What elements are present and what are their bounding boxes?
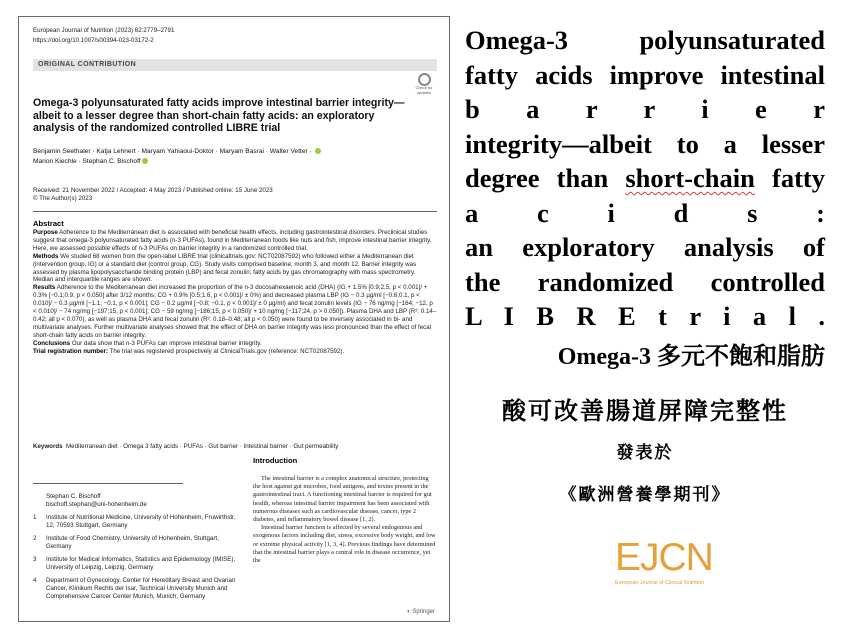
footnote-item: 3 Institute for Medical Informatics, Statistics and Epidemiology (IMISE), University of Leipzig, Leipzig, Germany <box>33 556 236 571</box>
english-title-line: integrity—albeit to a lesser <box>465 128 825 159</box>
journal-citation: European Journal of Nutrition (2023) 62:2779–2791 <box>33 27 175 34</box>
footnote-item: 2 Institute of Food Chemistry, University of Hohenheim, Stuttgart, Germany <box>33 535 219 550</box>
footnote-item: 4 Department of Gynecology, Center for Hereditary Breast and Ovarian Cancer, Klinikum Rechts der Isar, Technical University Munich and Comprehensive Cancer Center Munich, Munich, Germany <box>33 577 236 600</box>
english-title-line: the randomized controlled <box>465 266 825 297</box>
publisher-logo: ◐ Springer <box>407 609 435 615</box>
authors-line-1: Benjamin Seethaler · Katja Lehnert · Maryam Yahiaoui-Doktor · Maryam Basrai · Walter Vetter · <box>33 148 314 155</box>
publication-dates: Received: 21 November 2022 / Accepted: 4 May 2023 / Published online: 15 June 2023 <box>33 187 273 194</box>
english-title-line: fatty acids improve intestinal <box>465 59 825 90</box>
english-title-line: an exploratory analysis of <box>465 232 825 262</box>
english-title-line: Omega-3 polyunsaturated <box>465 25 825 55</box>
ejcn-logo-mark: EJCN <box>615 536 713 579</box>
footnote-item: 1 Institute of Nutritional Medicine, University of Hohenheim, Fruwirthstr. 12, 70593 Stuttgart, Germany <box>33 514 236 529</box>
published-in-label: 發表於 <box>616 443 674 462</box>
english-title-caption <box>465 23 825 334</box>
footnote-item: Stephan C. Bischoff bischoff.stephan@uni-hohenheim.de <box>46 493 147 508</box>
keywords <box>33 443 437 451</box>
check-updates-label: Check for updates <box>415 85 433 95</box>
abstract-methods: Methods We studied 68 women from the open-label LIBRE trial (clinicaltrials.gov: NCT02087592) who followed either a Mediterranean diet (intervention group, IG) or a standard diet (control group, CG). Study visits comprised baseline, month 3, and month 12. Barrier integrity was assessed by plasma lipopolysaccharide binding protein (LBP) and fecal zonulin; fatty acids by gas chromatography with mass spectrometry. Median and interquartile ranges are shown. <box>33 252 417 284</box>
copyright: © The Author(s) 2023 <box>33 195 93 202</box>
article-type-bar <box>33 59 437 71</box>
spellcheck-underline: short-chain <box>625 163 755 193</box>
ejcn-logo <box>615 538 725 586</box>
abstract-conclusions: Conclusions Our data show that n-3 PUFAs can improve intestinal barrier integrity. <box>33 339 262 347</box>
introduction <box>253 456 437 565</box>
abstract-results: Results Adherence to the Mediterranean diet increased the proportion of the n-3 docosahexaenoic acid (DHA) (IG + 1.5% [0.9;2.5, p < 0.001]/ + 0.3% [−0.1;0.9, p < 0.050] after 3/12 months; CG + 0.9% [0.5;1.6, p < 0.001]/ ± 0%) and decreased plasma LBP (IG − 0.3 µg/ml [−0.6;0.1, p < 0.010]/ − 0.3 µg/ml [−1.1; −0.1, p < 0.001]; CG − 0.2 µg/ml [−0.8; −0.1, p < 0.001]/ ± 0 µg/ml) and fecal zonulin levels (IG − 76 ng/mg [−164; −12, p < 0.010]/ − 74 ng/mg [−197;15, p < 0.001]; CG − 59 ng/mg [−186;15, p < 0.050]/ + 10 ng/mg [−117;24, p > 0.050]). Plasma DHA and LBP (R²: 0.14–0.42; all p < 0.070), as well as plasma DHA and fecal zonulin (R²: 0.18–0.48; all p < 0.050) were found to be inversely associated in bi- and multivariate analyses. Further multivariate analyses showed that the effect of DHA on barrier integrity was less pronounced than the effect of fecal short-chain fatty acids on barrier integrity. <box>33 284 437 339</box>
english-title-line: a c i d s : <box>465 197 825 228</box>
keywords-list: Mediterranean diet · Omega 3 fatty acids · PUFAs · Gut barrier · Intestinal barrier · Gut permeability <box>66 443 339 450</box>
chinese-title-line-1: Omega-3 多元不飽和脂肪 <box>557 344 825 370</box>
footnote-divider <box>33 483 183 484</box>
doi-link[interactable]: https://doi.org/10.1007/s00394-023-03172-2 <box>33 37 154 44</box>
authors-line-2: Marion Kiechle · Stephan C. Bischoff <box>33 158 141 165</box>
introduction-paragraph-1: The intestinal barrier is a complex anatomical structure, protecting the host against gut microbes, food antigens, and toxins present in the gastrointestinal tract. A functioning intestinal barrier is required for gut health, whereas intestinal barrier impairment has been associated with numerous diseases such as cardiovascular disease, cancer, type 2 diabetes, and inflammatory bowel disease [1, 2]. <box>253 475 432 524</box>
paper-page-image <box>18 16 450 622</box>
introduction-paragraph-2: Intestinal barrier function is affected by several endogenous and exogenous factors including diet, stress, excessive body weight, and low or extreme physical activity [1, 3, 4]. Previous findings have determined that the intestinal barrier plays a central role in disease occurrence, yet the <box>253 524 436 565</box>
footnotes <box>33 493 238 606</box>
ejcn-logo-subtitle: European Journal of Clinical Nutrition <box>615 580 704 586</box>
divider <box>33 211 437 212</box>
english-title-line: b a r r i e r <box>465 94 825 124</box>
chinese-title-line-2: 酸可改善腸道屏障完整性 <box>502 399 788 425</box>
keywords-label: Keywords <box>33 443 63 450</box>
introduction-heading: Introduction <box>253 456 298 465</box>
check-updates-badge[interactable] <box>413 73 435 97</box>
orcid-icon <box>142 158 148 164</box>
abstract-purpose: Purpose Adherence to the Mediterranean diet is associated with beneficial health effects, including gastrointestinal disorders. Preclinical studies suggest that omega-3 polyunsaturated fatty acids (n-3 PUFAs), found in Mediterranean foods like nuts and fish, improve intestinal barrier integrity. Here, we assessed possible effects of n-3 PUFAs on barrier integrity in a randomized controlled trial. <box>33 229 432 252</box>
english-title-line: degree than short-chain fatty <box>465 163 825 193</box>
orcid-icon <box>315 148 321 154</box>
journal-name-chinese: 《歐洲營養學期刊》 <box>559 485 731 504</box>
abstract-trial-registration: Trial registration number: The trial was registered prospectively at ClinicalTrials.gov (reference: NCT02087592). <box>33 347 345 355</box>
abstract <box>33 219 437 356</box>
abstract-heading: Abstract <box>33 219 64 228</box>
english-title-line: L I B R E t r i a l . <box>465 301 825 331</box>
author-list <box>33 147 437 167</box>
paper-title: Omega-3 polyunsaturated fatty acids improve intestinal barrier integrity—albeit to a lesser degree than short-chain fatty acids: an exploratory analysis of the randomized controlled LIBRE trial <box>33 97 405 134</box>
article-type-label: ORIGINAL CONTRIBUTION <box>38 61 137 68</box>
